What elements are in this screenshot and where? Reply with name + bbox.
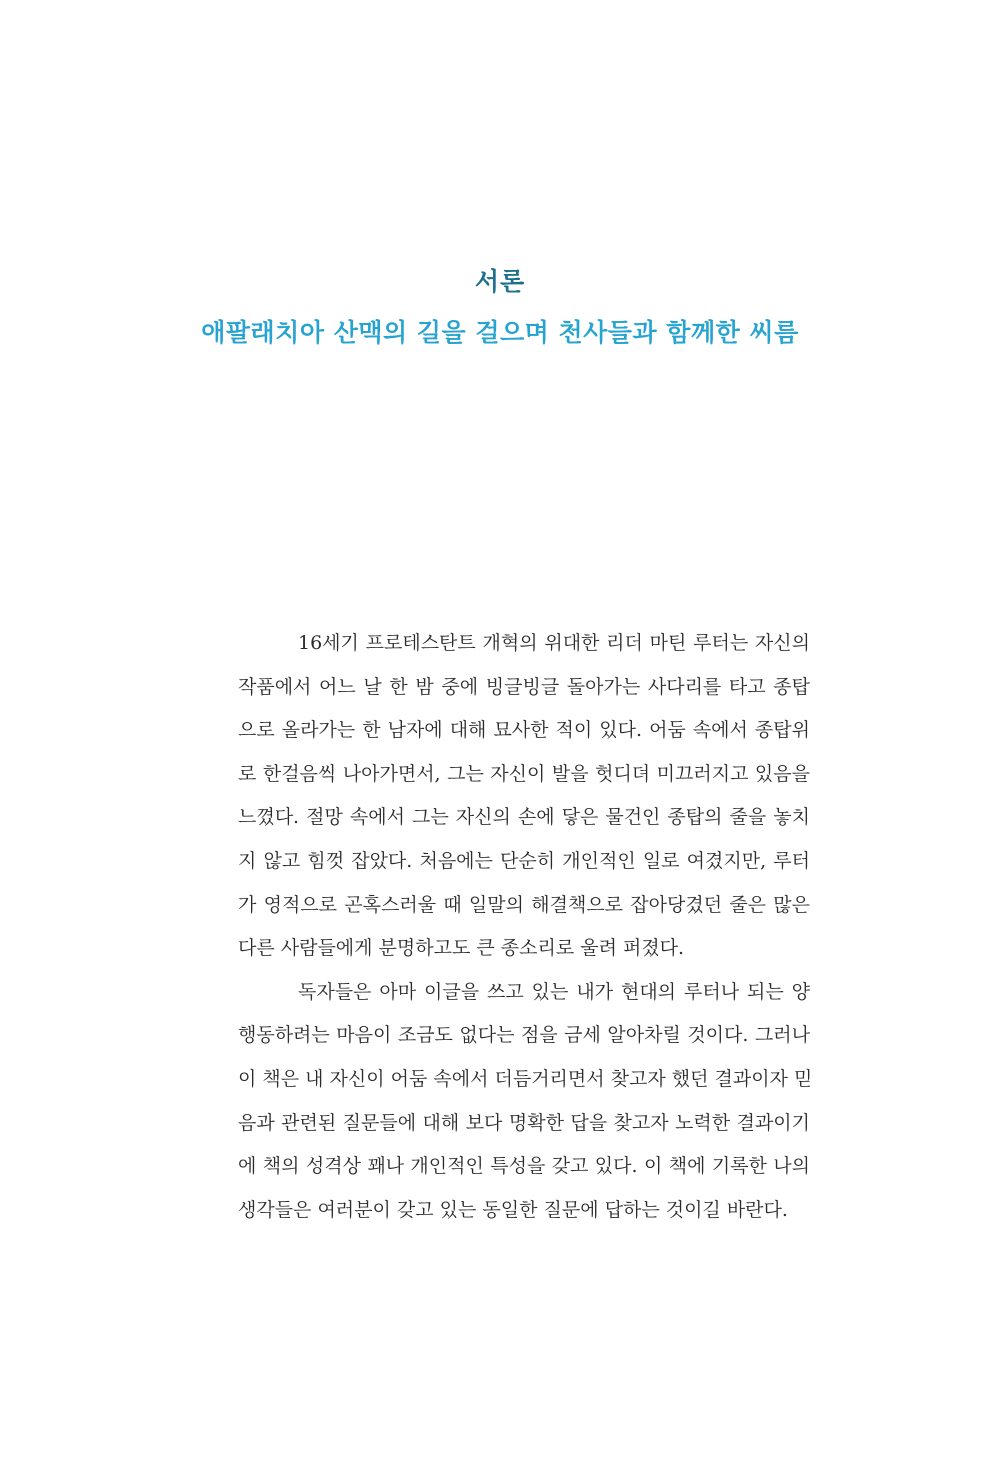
- chapter-label: 서론: [474, 267, 526, 296]
- text-line: 이 책은 내 자신이 어둠 속에서 더듬거리면서 찾고자 했던 결과이자 믿: [238, 1067, 813, 1090]
- chapter-title: 애팔래치아 산맥의 길을 걸으며 천사들과 함께한 씨름: [201, 318, 799, 347]
- text-line: 에 책의 성격상 꽤나 개인적인 특성을 갖고 있다. 이 책에 기록한 나의: [238, 1155, 810, 1178]
- text-line: 음과 관련된 질문들에 대해 보다 명확한 답을 찾고자 노력한 결과이기: [238, 1111, 810, 1134]
- text-line: 작품에서 어느 날 한 밤 중에 빙글빙글 돌아가는 사다리를 타고 종탑: [238, 675, 810, 698]
- text-line: 느꼈다. 절망 속에서 그는 자신의 손에 닿은 물건인 종탑의 줄을 놓치: [238, 806, 810, 829]
- body-text: [238, 622, 813, 1232]
- text-line: 생각들은 여러분이 갖고 있는 동일한 질문에 답하는 것이길 바란다.: [238, 1198, 788, 1221]
- text-line: 독자들은 아마 이글을 쓰고 있는 내가 현대의 루터나 되는 양: [298, 980, 810, 1003]
- text-line: 지 않고 힘껏 잡았다. 처음에는 단순히 개인적인 일로 여겼지만, 루터: [238, 849, 810, 872]
- text-line: 으로 올라가는 한 남자에 대해 묘사한 적이 있다. 어둠 속에서 종탑위: [238, 719, 810, 742]
- text-line: 로 한걸음씩 나아가면서, 그는 자신이 발을 헛디뎌 미끄러지고 있음을: [238, 762, 810, 785]
- text-line: 행동하려는 마음이 조금도 없다는 점을 금세 알아차릴 것이다. 그러나: [238, 1024, 810, 1047]
- paragraph-2: [238, 971, 813, 1233]
- paragraph-1: [238, 622, 810, 971]
- text-line: 16세기 프로테스탄트 개혁의 위대한 리더 마틴 루터는 자신의: [298, 632, 810, 654]
- text-line: 다른 사람들에게 분명하고도 큰 종소리로 울려 퍼졌다.: [238, 937, 685, 960]
- text-line: 가 영적으로 곤혹스러울 때 일말의 해결책으로 잡아당겼던 줄은 많은: [238, 893, 810, 916]
